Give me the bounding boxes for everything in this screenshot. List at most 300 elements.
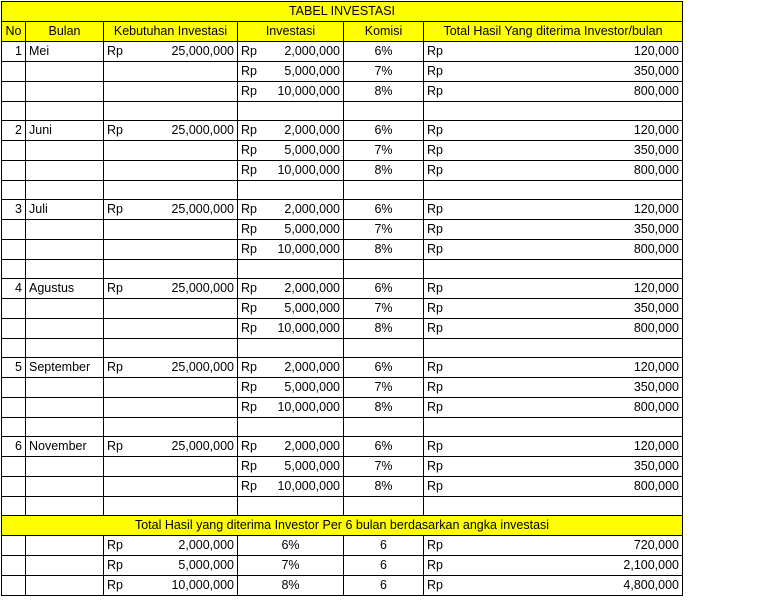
investasi-cell[interactable]	[238, 358, 344, 378]
no-cell[interactable]	[2, 457, 26, 477]
komisi-cell[interactable]: 6%	[344, 42, 424, 62]
table-row	[2, 477, 683, 497]
table-row	[2, 240, 683, 260]
amount: 25,000,000	[171, 44, 234, 58]
amount: 10,000,000	[277, 400, 340, 414]
total-cell[interactable]	[424, 279, 683, 299]
empty-cell[interactable]	[2, 418, 26, 437]
amount: 350,000	[633, 301, 679, 315]
empty-cell[interactable]	[26, 181, 104, 200]
kebutuhan-cell[interactable]	[104, 121, 238, 141]
kebutuhan-cell[interactable]	[104, 220, 238, 240]
table-row	[2, 200, 683, 220]
currency-label: Rp	[427, 44, 443, 58]
summary-komisi-cell[interactable]: 7%	[238, 556, 344, 576]
summary-bulan-cell[interactable]: 6	[344, 536, 424, 556]
currency-label: Rp	[107, 123, 123, 137]
amount: 350,000	[633, 459, 679, 473]
bulan-cell[interactable]: Agustus	[26, 279, 104, 299]
currency-label: Rp	[427, 360, 443, 374]
kebutuhan-cell[interactable]	[104, 62, 238, 82]
bulan-cell[interactable]: Mei	[26, 42, 104, 62]
komisi-cell[interactable]: 8%	[344, 240, 424, 260]
header-komisi[interactable]: Komisi	[344, 22, 424, 42]
total-cell[interactable]	[424, 358, 683, 378]
currency-value	[241, 358, 340, 377]
currency-value	[427, 477, 679, 496]
total-cell[interactable]	[424, 378, 683, 398]
no-cell[interactable]	[2, 299, 26, 319]
amount: 2,100,000	[623, 558, 679, 572]
currency-value	[427, 220, 679, 239]
bulan-cell[interactable]: Juli	[26, 200, 104, 220]
amount: 25,000,000	[171, 360, 234, 374]
empty-cell[interactable]	[26, 497, 104, 516]
currency-label: Rp	[427, 439, 443, 453]
summary-total-cell[interactable]	[424, 536, 683, 556]
komisi-cell[interactable]: 8%	[344, 319, 424, 339]
empty-cell[interactable]	[26, 260, 104, 279]
bulan-cell[interactable]	[26, 378, 104, 398]
currency-label: Rp	[427, 558, 443, 572]
empty-cell[interactable]	[424, 339, 683, 358]
komisi-cell[interactable]: 7%	[344, 141, 424, 161]
currency-label: Rp	[241, 321, 257, 335]
empty-cell[interactable]	[344, 260, 424, 279]
bulan-cell[interactable]	[26, 161, 104, 181]
currency-value	[107, 576, 234, 595]
empty-cell[interactable]	[344, 181, 424, 200]
currency-label: Rp	[107, 578, 123, 592]
summary-investasi-cell[interactable]	[104, 576, 238, 596]
no-cell[interactable]	[2, 161, 26, 181]
currency-label: Rp	[241, 242, 257, 256]
investasi-cell[interactable]	[238, 279, 344, 299]
kebutuhan-cell[interactable]	[104, 42, 238, 62]
amount: 120,000	[633, 360, 679, 374]
currency-value	[427, 437, 679, 456]
empty-cell[interactable]	[238, 497, 344, 516]
amount: 350,000	[633, 222, 679, 236]
empty-cell[interactable]	[238, 181, 344, 200]
amount: 10,000,000	[277, 84, 340, 98]
no-cell[interactable]	[2, 220, 26, 240]
currency-value	[427, 42, 679, 61]
currency-label: Rp	[427, 84, 443, 98]
summary-bulan-cell[interactable]: 6	[344, 556, 424, 576]
currency-label: Rp	[241, 123, 257, 137]
empty-cell[interactable]	[2, 556, 26, 576]
amount: 10,000,000	[277, 479, 340, 493]
total-cell[interactable]	[424, 457, 683, 477]
table-row	[2, 358, 683, 378]
currency-label: Rp	[427, 281, 443, 295]
currency-value	[241, 161, 340, 180]
amount: 800,000	[633, 400, 679, 414]
currency-value	[241, 398, 340, 417]
bulan-cell[interactable]	[26, 398, 104, 418]
investasi-cell[interactable]	[238, 319, 344, 339]
currency-value	[241, 477, 340, 496]
table-row	[2, 62, 683, 82]
summary-investasi-cell[interactable]	[104, 536, 238, 556]
summary-row	[2, 576, 683, 596]
kebutuhan-cell[interactable]	[104, 200, 238, 220]
no-cell[interactable]	[2, 319, 26, 339]
total-cell[interactable]	[424, 82, 683, 102]
investasi-cell[interactable]	[238, 200, 344, 220]
currency-value	[241, 437, 340, 456]
total-cell[interactable]	[424, 437, 683, 457]
komisi-cell[interactable]: 8%	[344, 161, 424, 181]
kebutuhan-cell[interactable]	[104, 437, 238, 457]
currency-value	[241, 42, 340, 61]
empty-cell[interactable]	[2, 181, 26, 200]
amount: 25,000,000	[171, 439, 234, 453]
empty-cell[interactable]	[2, 536, 26, 556]
currency-label: Rp	[427, 163, 443, 177]
no-cell[interactable]	[2, 398, 26, 418]
investasi-cell[interactable]	[238, 82, 344, 102]
investasi-cell[interactable]	[238, 437, 344, 457]
amount: 5,000,000	[284, 380, 340, 394]
amount: 10,000,000	[277, 163, 340, 177]
kebutuhan-cell[interactable]	[104, 378, 238, 398]
komisi-cell[interactable]: 6%	[344, 358, 424, 378]
currency-label: Rp	[427, 578, 443, 592]
currency-value	[427, 576, 679, 595]
amount: 5,000,000	[284, 64, 340, 78]
kebutuhan-cell[interactable]	[104, 299, 238, 319]
no-cell[interactable]: 2	[2, 121, 26, 141]
no-cell[interactable]	[2, 62, 26, 82]
table-row	[2, 437, 683, 457]
empty-cell[interactable]	[26, 418, 104, 437]
currency-value	[241, 319, 340, 338]
amount: 25,000,000	[171, 281, 234, 295]
currency-value	[241, 200, 340, 219]
currency-value	[427, 161, 679, 180]
bulan-cell[interactable]: Juni	[26, 121, 104, 141]
table-row	[2, 299, 683, 319]
empty-cell[interactable]	[424, 418, 683, 437]
empty-cell[interactable]	[26, 339, 104, 358]
empty-cell[interactable]	[2, 576, 26, 596]
empty-cell[interactable]	[344, 418, 424, 437]
spacer-row	[2, 102, 683, 121]
currency-label: Rp	[427, 202, 443, 216]
currency-label: Rp	[427, 242, 443, 256]
investment-table	[1, 1, 683, 596]
currency-label: Rp	[241, 163, 257, 177]
komisi-cell[interactable]: 7%	[344, 220, 424, 240]
currency-label: Rp	[107, 558, 123, 572]
currency-value	[427, 299, 679, 318]
total-cell[interactable]	[424, 200, 683, 220]
currency-label: Rp	[241, 281, 257, 295]
summary-bulan-cell[interactable]: 6	[344, 576, 424, 596]
currency-value	[241, 457, 340, 476]
investasi-cell[interactable]	[238, 42, 344, 62]
currency-value	[107, 536, 234, 555]
currency-value	[427, 556, 679, 575]
summary-komisi-cell[interactable]: 8%	[238, 576, 344, 596]
amount: 5,000,000	[284, 222, 340, 236]
komisi-cell[interactable]: 6%	[344, 200, 424, 220]
title-row	[2, 2, 683, 22]
kebutuhan-cell[interactable]	[104, 398, 238, 418]
kebutuhan-cell[interactable]	[104, 279, 238, 299]
amount: 800,000	[633, 321, 679, 335]
table-row	[2, 378, 683, 398]
currency-value	[427, 121, 679, 140]
amount: 10,000,000	[277, 321, 340, 335]
empty-cell[interactable]	[26, 576, 104, 596]
komisi-cell[interactable]: 7%	[344, 62, 424, 82]
kebutuhan-cell[interactable]	[104, 319, 238, 339]
header-total[interactable]: Total Hasil Yang diterima Investor/bulan	[424, 22, 683, 42]
currency-value	[107, 556, 234, 575]
currency-value	[107, 200, 234, 219]
spacer-row	[2, 497, 683, 516]
komisi-cell[interactable]: 7%	[344, 299, 424, 319]
no-cell[interactable]	[2, 141, 26, 161]
amount: 2,000,000	[284, 44, 340, 58]
amount: 800,000	[633, 84, 679, 98]
currency-value	[427, 398, 679, 417]
currency-label: Rp	[241, 439, 257, 453]
total-cell[interactable]	[424, 240, 683, 260]
investasi-cell[interactable]	[238, 62, 344, 82]
empty-cell[interactable]	[238, 102, 344, 121]
bulan-cell[interactable]	[26, 240, 104, 260]
empty-cell[interactable]	[2, 339, 26, 358]
amount: 350,000	[633, 64, 679, 78]
summary-komisi-cell[interactable]: 6%	[238, 536, 344, 556]
currency-label: Rp	[241, 301, 257, 315]
currency-label: Rp	[107, 44, 123, 58]
empty-cell[interactable]	[26, 102, 104, 121]
bulan-cell[interactable]	[26, 457, 104, 477]
investasi-cell[interactable]	[238, 378, 344, 398]
currency-value	[241, 121, 340, 140]
table-row	[2, 398, 683, 418]
empty-cell[interactable]	[238, 339, 344, 358]
header-investasi[interactable]: Investasi	[238, 22, 344, 42]
total-cell[interactable]	[424, 299, 683, 319]
amount: 2,000,000	[284, 360, 340, 374]
kebutuhan-cell[interactable]	[104, 477, 238, 497]
currency-label: Rp	[241, 360, 257, 374]
summary-total-cell[interactable]	[424, 556, 683, 576]
currency-label: Rp	[427, 123, 443, 137]
investasi-cell[interactable]	[238, 398, 344, 418]
amount: 120,000	[633, 123, 679, 137]
investasi-cell[interactable]	[238, 141, 344, 161]
amount: 10,000,000	[171, 578, 234, 592]
empty-cell[interactable]	[104, 418, 238, 437]
summary-row	[2, 536, 683, 556]
amount: 25,000,000	[171, 202, 234, 216]
currency-label: Rp	[427, 459, 443, 473]
empty-cell[interactable]	[2, 260, 26, 279]
total-cell[interactable]	[424, 398, 683, 418]
empty-cell[interactable]	[238, 418, 344, 437]
no-cell[interactable]	[2, 477, 26, 497]
table-row	[2, 141, 683, 161]
currency-value	[427, 457, 679, 476]
empty-cell[interactable]	[2, 102, 26, 121]
empty-cell[interactable]	[424, 102, 683, 121]
amount: 120,000	[633, 44, 679, 58]
currency-label: Rp	[107, 538, 123, 552]
summary-investasi-cell[interactable]	[104, 556, 238, 576]
bulan-cell[interactable]: November	[26, 437, 104, 457]
amount: 5,000,000	[284, 301, 340, 315]
currency-label: Rp	[241, 84, 257, 98]
investasi-cell[interactable]	[238, 121, 344, 141]
kebutuhan-cell[interactable]	[104, 141, 238, 161]
currency-value	[107, 42, 234, 61]
amount: 2,000,000	[284, 439, 340, 453]
empty-cell[interactable]	[2, 497, 26, 516]
bulan-cell[interactable]: September	[26, 358, 104, 378]
no-cell[interactable]	[2, 378, 26, 398]
investasi-cell[interactable]	[238, 299, 344, 319]
empty-cell[interactable]	[344, 497, 424, 516]
amount: 2,000,000	[284, 281, 340, 295]
bulan-cell[interactable]	[26, 220, 104, 240]
bulan-cell[interactable]	[26, 62, 104, 82]
empty-cell[interactable]	[344, 102, 424, 121]
investasi-cell[interactable]	[238, 457, 344, 477]
currency-value	[241, 240, 340, 259]
bulan-cell[interactable]	[26, 82, 104, 102]
spacer-row	[2, 260, 683, 279]
empty-cell[interactable]	[104, 181, 238, 200]
kebutuhan-cell[interactable]	[104, 358, 238, 378]
kebutuhan-cell[interactable]	[104, 457, 238, 477]
empty-cell[interactable]	[104, 260, 238, 279]
currency-label: Rp	[427, 400, 443, 414]
no-cell[interactable]: 1	[2, 42, 26, 62]
currency-value	[427, 536, 679, 555]
investasi-cell[interactable]	[238, 477, 344, 497]
empty-cell[interactable]	[424, 260, 683, 279]
no-cell[interactable]: 5	[2, 358, 26, 378]
summary-total-cell[interactable]	[424, 576, 683, 596]
table-row	[2, 319, 683, 339]
total-cell[interactable]	[424, 62, 683, 82]
table-title[interactable]: TABEL INVESTASI	[2, 2, 683, 22]
currency-value	[107, 121, 234, 140]
currency-label: Rp	[427, 380, 443, 394]
header-kebutuhan[interactable]: Kebutuhan Investasi	[104, 22, 238, 42]
total-cell[interactable]	[424, 161, 683, 181]
amount: 350,000	[633, 143, 679, 157]
komisi-cell[interactable]: 8%	[344, 477, 424, 497]
komisi-cell[interactable]: 8%	[344, 398, 424, 418]
currency-value	[241, 141, 340, 160]
currency-value	[427, 62, 679, 81]
currency-label: Rp	[241, 380, 257, 394]
no-cell[interactable]: 6	[2, 437, 26, 457]
spacer-row	[2, 181, 683, 200]
kebutuhan-cell[interactable]	[104, 82, 238, 102]
amount: 2,000,000	[284, 123, 340, 137]
komisi-cell[interactable]: 6%	[344, 437, 424, 457]
currency-value	[241, 220, 340, 239]
empty-cell[interactable]	[104, 339, 238, 358]
bulan-cell[interactable]	[26, 141, 104, 161]
empty-cell[interactable]	[104, 497, 238, 516]
table-row	[2, 220, 683, 240]
header-bulan[interactable]: Bulan	[26, 22, 104, 42]
total-cell[interactable]	[424, 42, 683, 62]
currency-value	[427, 279, 679, 298]
currency-label: Rp	[427, 538, 443, 552]
no-cell[interactable]: 4	[2, 279, 26, 299]
amount: 2,000,000	[178, 538, 234, 552]
currency-value	[107, 358, 234, 377]
kebutuhan-cell[interactable]	[104, 161, 238, 181]
komisi-cell[interactable]: 6%	[344, 121, 424, 141]
total-cell[interactable]	[424, 121, 683, 141]
no-cell[interactable]	[2, 82, 26, 102]
komisi-cell[interactable]: 6%	[344, 279, 424, 299]
empty-cell[interactable]	[424, 497, 683, 516]
total-cell[interactable]	[424, 319, 683, 339]
total-cell[interactable]	[424, 477, 683, 497]
komisi-cell[interactable]: 7%	[344, 457, 424, 477]
currency-value	[107, 279, 234, 298]
currency-label: Rp	[107, 202, 123, 216]
komisi-cell[interactable]: 7%	[344, 378, 424, 398]
currency-value	[427, 200, 679, 219]
table-row	[2, 42, 683, 62]
amount: 350,000	[633, 380, 679, 394]
bulan-cell[interactable]	[26, 477, 104, 497]
spacer-row	[2, 418, 683, 437]
header-no[interactable]: No	[2, 22, 26, 42]
amount: 5,000,000	[178, 558, 234, 572]
spacer-row	[2, 339, 683, 358]
empty-cell[interactable]	[344, 339, 424, 358]
currency-label: Rp	[241, 222, 257, 236]
empty-cell[interactable]	[26, 536, 104, 556]
table-row	[2, 121, 683, 141]
no-cell[interactable]: 3	[2, 200, 26, 220]
empty-cell[interactable]	[424, 181, 683, 200]
empty-cell[interactable]	[26, 556, 104, 576]
komisi-cell[interactable]: 8%	[344, 82, 424, 102]
currency-label: Rp	[107, 439, 123, 453]
investasi-cell[interactable]	[238, 240, 344, 260]
total-cell[interactable]	[424, 141, 683, 161]
investasi-cell[interactable]	[238, 161, 344, 181]
currency-label: Rp	[107, 281, 123, 295]
bulan-cell[interactable]	[26, 299, 104, 319]
kebutuhan-cell[interactable]	[104, 240, 238, 260]
summary-title[interactable]: Total Hasil yang diterima Investor Per 6 bulan berdasarkan angka investasi	[2, 516, 683, 536]
empty-cell[interactable]	[238, 260, 344, 279]
empty-cell[interactable]	[104, 102, 238, 121]
bulan-cell[interactable]	[26, 319, 104, 339]
total-cell[interactable]	[424, 220, 683, 240]
no-cell[interactable]	[2, 240, 26, 260]
investasi-cell[interactable]	[238, 220, 344, 240]
currency-label: Rp	[241, 44, 257, 58]
